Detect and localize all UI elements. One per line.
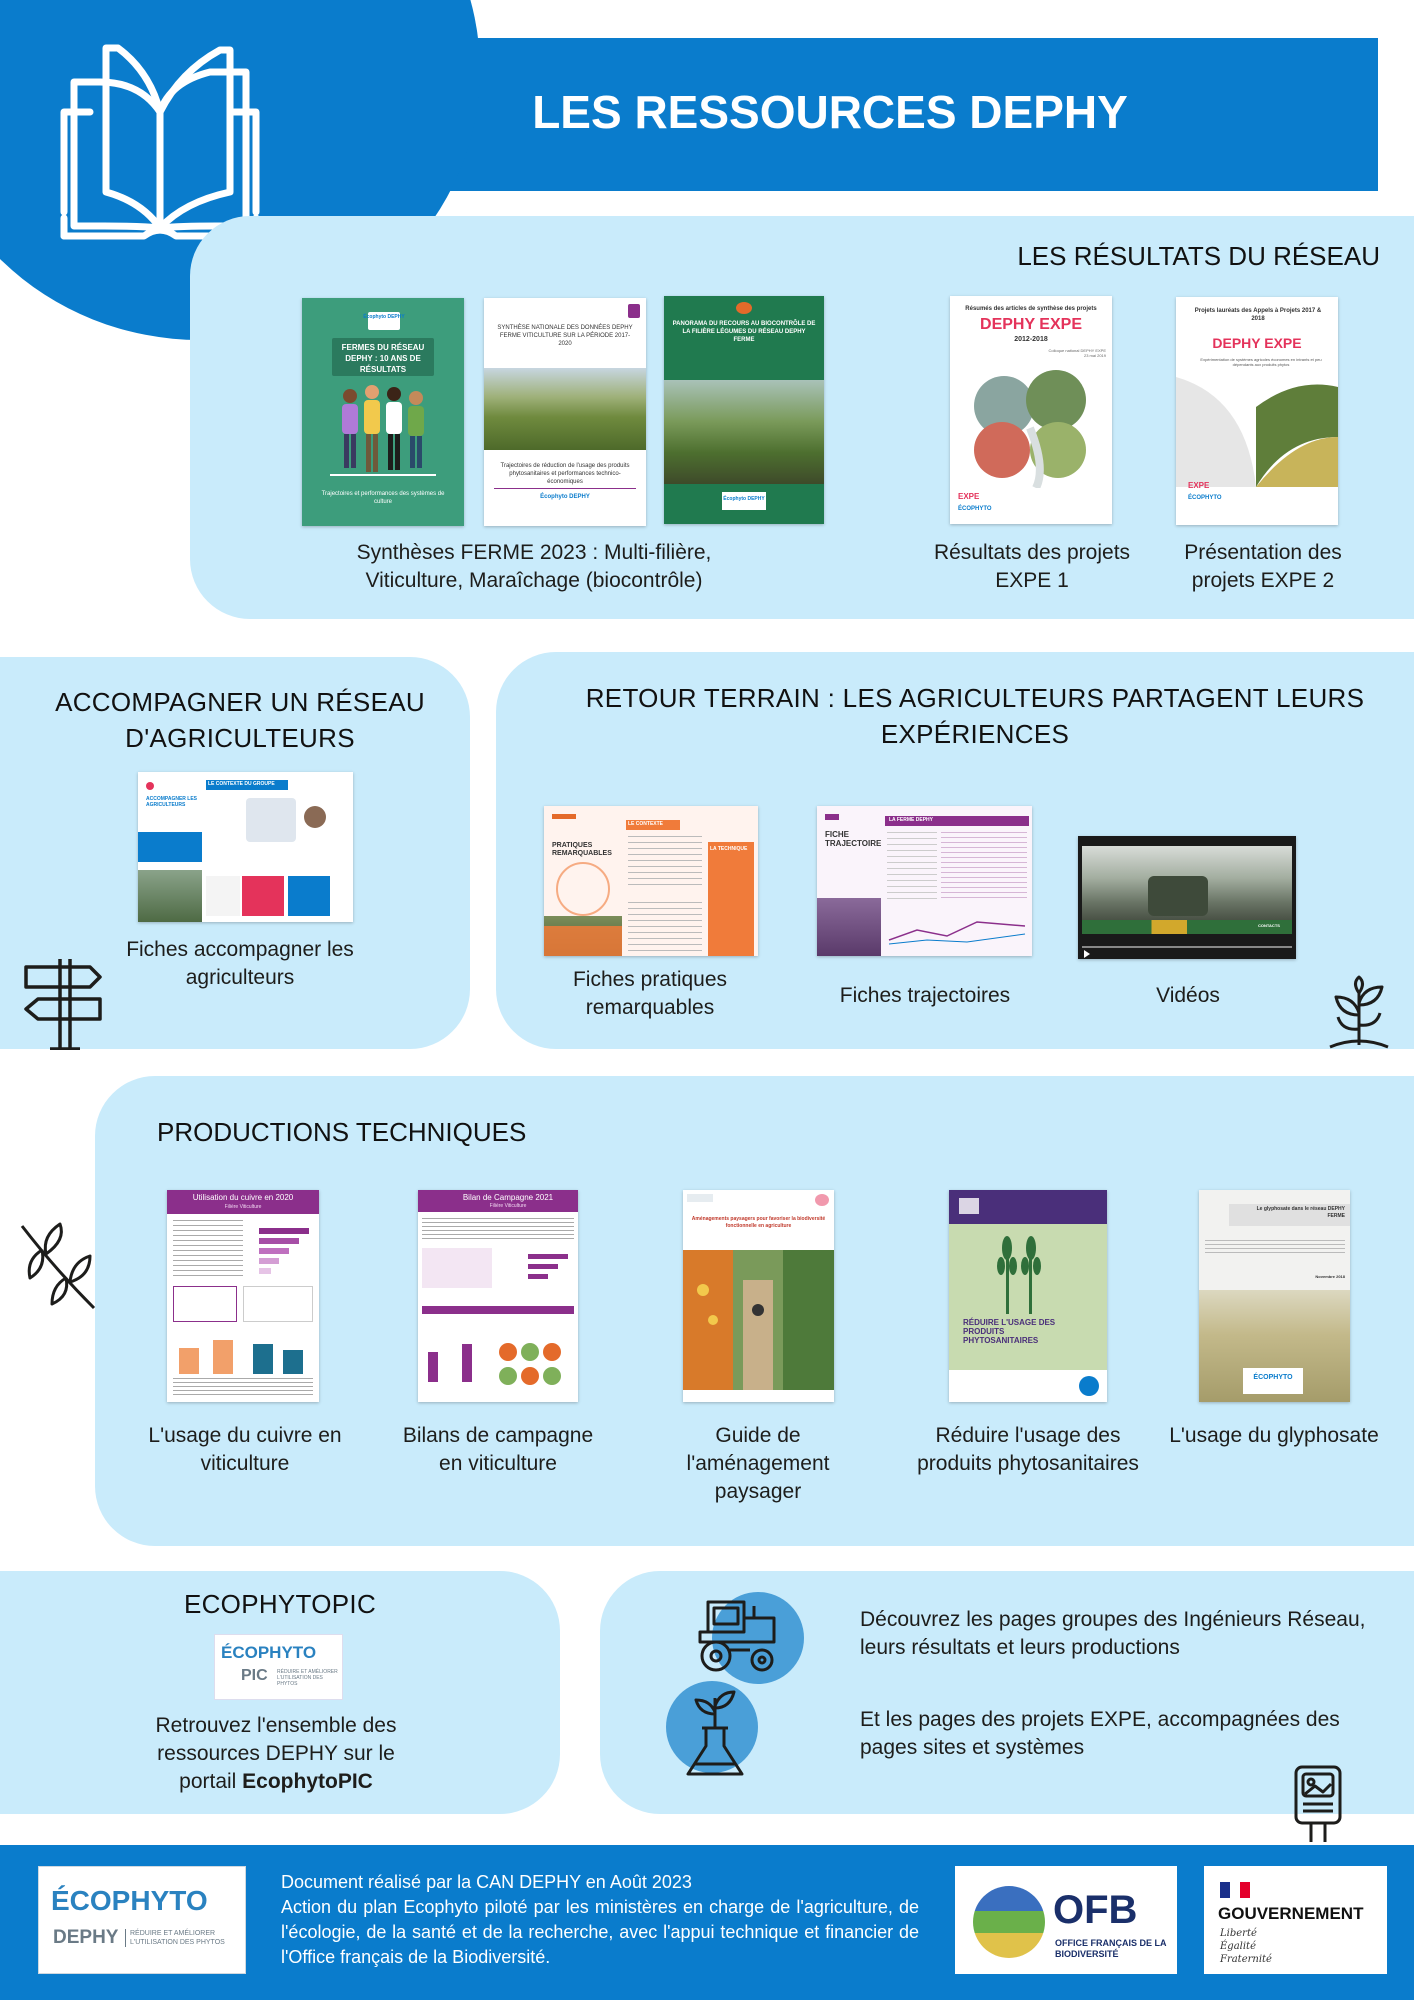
accompagner-caption: Fiches accompagner les agriculteurs	[126, 938, 354, 989]
cover-logo-ecophyto: ÉCOPHYTO	[1188, 495, 1222, 501]
marianne-flag	[1220, 1882, 1250, 1898]
vineyard-photo	[484, 368, 646, 450]
doc-date: Novembre 2018	[1315, 1274, 1345, 1279]
expe1-caption: Résultats des projets EXPE 1	[933, 541, 1131, 592]
cover-title: SYNTHÈSE NATIONALE DES DONNÉES DEPHY FERME VITICULTURE SUR LA PÉRIODE 2017-2020	[497, 325, 633, 347]
cover-logo-ecophyto: ÉCOPHYTO	[958, 506, 992, 512]
doc-title: FICHE TRAJECTOIRE	[825, 830, 882, 848]
glyphosate-caption: L'usage du glyphosate	[1169, 1424, 1379, 1447]
play-icon[interactable]	[1084, 950, 1090, 958]
cover-logo-expe: EXPE	[958, 492, 980, 501]
retour-title: RETOUR TERRAIN : LES AGRICULTEURS PARTAGENT LEURS EXPÉRIENCES	[585, 683, 1365, 749]
ofb-emblem	[973, 1886, 1045, 1958]
cover-sub: Expérimentation de systèmes agricoles économes en intrants et peu dépendants aux produits phytos	[1200, 357, 1322, 367]
expe2-caption: Présentation des projets EXPE 2	[1184, 541, 1342, 592]
videos-caption: Vidéos	[1156, 984, 1220, 1007]
cover-logo: Écophyto DEPHY	[363, 314, 405, 320]
doc-bilan-campagne[interactable]	[418, 1190, 578, 1402]
doc-title: Utilisation du cuivre en 2020	[192, 1193, 294, 1202]
plant-icon	[1326, 975, 1392, 1050]
cover-logo: Écophyto DEPHY	[723, 496, 765, 502]
doc-accompagner[interactable]	[138, 772, 353, 922]
doc-title: PRATIQUES REMARQUABLES	[552, 842, 612, 857]
ecophytopic-logo[interactable]	[214, 1634, 343, 1700]
video-label: CONTACTS	[1258, 923, 1280, 928]
ecophytopic-logo-tag: RÉDUIRE ET AMÉLIORER L'UTILISATION DES PHYTOS	[277, 1669, 338, 1687]
ecophytopic-portal-link[interactable]: EcophytoPIC	[242, 1770, 373, 1793]
decouvrez-text-expe[interactable]: Et les pages des projets EXPE, accompagnées des pages sites et systèmes	[860, 1708, 1340, 1759]
clover-image	[956, 358, 1106, 488]
doc-photo	[138, 870, 202, 922]
cover-fermes-10-ans[interactable]	[302, 298, 464, 526]
doc-band2: LA TECHNIQUE	[710, 846, 748, 852]
cover-dephy-expe-2012-2018[interactable]	[950, 296, 1112, 524]
ecophytopic-title: ECOPHYTOPIC	[183, 1589, 377, 1619]
cover-sub: Colloque national DEPHY EXPE 23 mai 2019	[1048, 348, 1106, 358]
ofb-main: OFB	[1053, 1888, 1138, 1932]
trajectoires-caption: Fiches trajectoires	[839, 984, 1011, 1007]
branch-icon	[16, 1220, 96, 1316]
cover-title: FERMES DU RÉSEAU DEPHY : 10 ANS DE RÉSULTATS	[341, 343, 425, 374]
cuivre-caption: L'usage du cuivre en viticulture	[148, 1424, 342, 1475]
cover-years: 2012-2018	[1014, 336, 1048, 343]
ferme-caption: Synthèses FERME 2023 : Multi-filière, Viticulture, Maraîchage (biocontrôle)	[356, 541, 712, 592]
doc-title: Aménagements paysagers pour favoriser la biodiversité fonctionnelle en agriculture	[691, 1216, 826, 1229]
footer-ecophyto-tag: RÉDUIRE ET AMÉLIORER L'UTILISATION DES PHYTOS	[125, 1929, 237, 1947]
ecophytopic-text	[126, 1712, 426, 1796]
cover-title: DEPHY EXPE	[980, 316, 1082, 333]
cover-footer: Trajectoires de réduction de l'usage des produits phytosanitaires et performances technico-économiques	[500, 463, 630, 485]
doc-band: LE CONTEXTE DU GROUPE	[208, 781, 275, 787]
doc-title: Le glyphosate dans le réseau DEPHY FERME	[1256, 1206, 1345, 1219]
doc-cuivre[interactable]	[167, 1190, 319, 1402]
footer-ecophyto-sub: DEPHY	[53, 1927, 119, 1948]
wheat-icon	[989, 1234, 1049, 1314]
footer-logo-ecophyto-dephy[interactable]	[38, 1866, 246, 1974]
doc-amenagement-paysager[interactable]	[683, 1190, 834, 1402]
farmers-illustration	[330, 382, 436, 482]
footer-credit	[281, 1870, 919, 1970]
doc-title: Bilan de Campagne 2021	[462, 1193, 554, 1202]
amenagement-caption: Guide de l'aménagement paysager	[686, 1424, 830, 1503]
doc-reduire-phyto[interactable]	[949, 1190, 1107, 1402]
gouv-motto-3: Fraternité	[1220, 1954, 1272, 1965]
ecophytopic-logo-main: ÉCOPHYTO	[221, 1643, 317, 1662]
reduire-caption: Réduire l'usage des produits phytosanitaires	[917, 1424, 1139, 1475]
bilan-caption: Bilans de campagne en viticulture	[402, 1424, 594, 1475]
doc-glyphosate[interactable]	[1199, 1190, 1350, 1402]
resultats-title: LES RÉSULTATS DU RÉSEAU	[1017, 241, 1380, 271]
web-page-icon	[1293, 1764, 1343, 1844]
footer-logo-ofb[interactable]	[955, 1866, 1177, 1974]
doc-pratiques-remarquables[interactable]	[544, 806, 758, 956]
cover-title: DEPHY EXPE	[1212, 335, 1302, 351]
signpost-icon	[20, 955, 106, 1050]
ecophytopic-text-main: Retrouvez l'ensemble des ressources DEPHY sur le portail	[155, 1714, 397, 1793]
accompagner-title: ACCOMPAGNER UN RÉSEAU D'AGRICULTEURS	[55, 687, 425, 753]
footer-credit-line1: Document réalisé par la CAN DEPHY en Août 2023	[281, 1872, 692, 1892]
doc-logo: ÉCOPHYTO	[1253, 1374, 1293, 1381]
cover-dephy-expe-2017-2018[interactable]	[1176, 297, 1338, 525]
doc-sub: Filière Viticulture	[489, 1203, 527, 1209]
footer-credit-body: Action du plan Ecophyto piloté par les ministères en charge de l'agriculture, de l'écologie, de la santé et de la recherche, avec l'appui technique et financier de l'Office français de la Biodiversité.	[281, 1897, 919, 1967]
gouv-motto-1: Liberté	[1220, 1928, 1257, 1939]
cover-logo-expe: EXPE	[1188, 481, 1210, 490]
decouvrez-text-groupes[interactable]: Découvrez les pages groupes des Ingénieurs Réseau, leurs résultats et leurs productions	[860, 1608, 1366, 1659]
doc-band: LA FERME DEPHY	[889, 817, 933, 823]
doc-photo	[817, 898, 881, 956]
gouv-main: GOUVERNEMENT	[1218, 1904, 1364, 1923]
productions-title: PRODUCTIONS TECHNIQUES	[157, 1117, 527, 1147]
doc-title: RÉDUIRE L'USAGE DES PRODUITS PHYTOSANITAIRES	[963, 1318, 1056, 1345]
cover-pre: Résumés des articles de synthèse des projets	[965, 306, 1097, 312]
ofb-sub: OFFICE FRANÇAIS DE LA BIODIVERSITÉ	[1055, 1938, 1167, 1959]
cover-logo: Écophyto DEPHY	[540, 494, 590, 500]
flask-plant-icon	[680, 1688, 750, 1780]
video-thumbnail[interactable]	[1078, 836, 1296, 959]
cover-panorama-biocontrole[interactable]	[664, 296, 824, 524]
footer-ecophyto-main: ÉCOPHYTO	[51, 1885, 208, 1916]
ecophytopic-logo-pic: PIC	[241, 1667, 268, 1684]
doc-sub: Filière Viticulture	[224, 1204, 262, 1210]
cover-synthese-viticulture[interactable]	[484, 298, 646, 526]
book-icon	[60, 42, 260, 242]
footer-logo-gouvernement[interactable]	[1204, 1866, 1387, 1974]
doc-band: LE CONTEXTE	[628, 821, 664, 827]
doc-fiche-trajectoire[interactable]	[817, 806, 1032, 956]
landscape-image	[1176, 377, 1338, 487]
page-title: LES RESSOURCES DEPHY	[532, 86, 1128, 138]
cover-pre: Projets lauréats des Appels à Projets 2017 & 2018	[1194, 308, 1322, 322]
garden-photo	[683, 1250, 834, 1390]
cover-footer: Trajectoires et performances des systèmes de culture	[321, 491, 445, 505]
pratiques-caption: Fiches pratiques remarquables	[572, 968, 728, 1019]
field-photo	[664, 380, 824, 484]
tractor-icon	[694, 1598, 784, 1674]
gouv-motto-2: Égalité	[1220, 1941, 1256, 1952]
doc-head: ACCOMPAGNER LES AGRICULTEURS	[146, 796, 198, 808]
cover-title: PANORAMA DU RECOURS AU BIOCONTRÔLE DE LA FILIÈRE LÉGUMES DU RÉSEAU DEPHY FERME	[672, 321, 816, 343]
